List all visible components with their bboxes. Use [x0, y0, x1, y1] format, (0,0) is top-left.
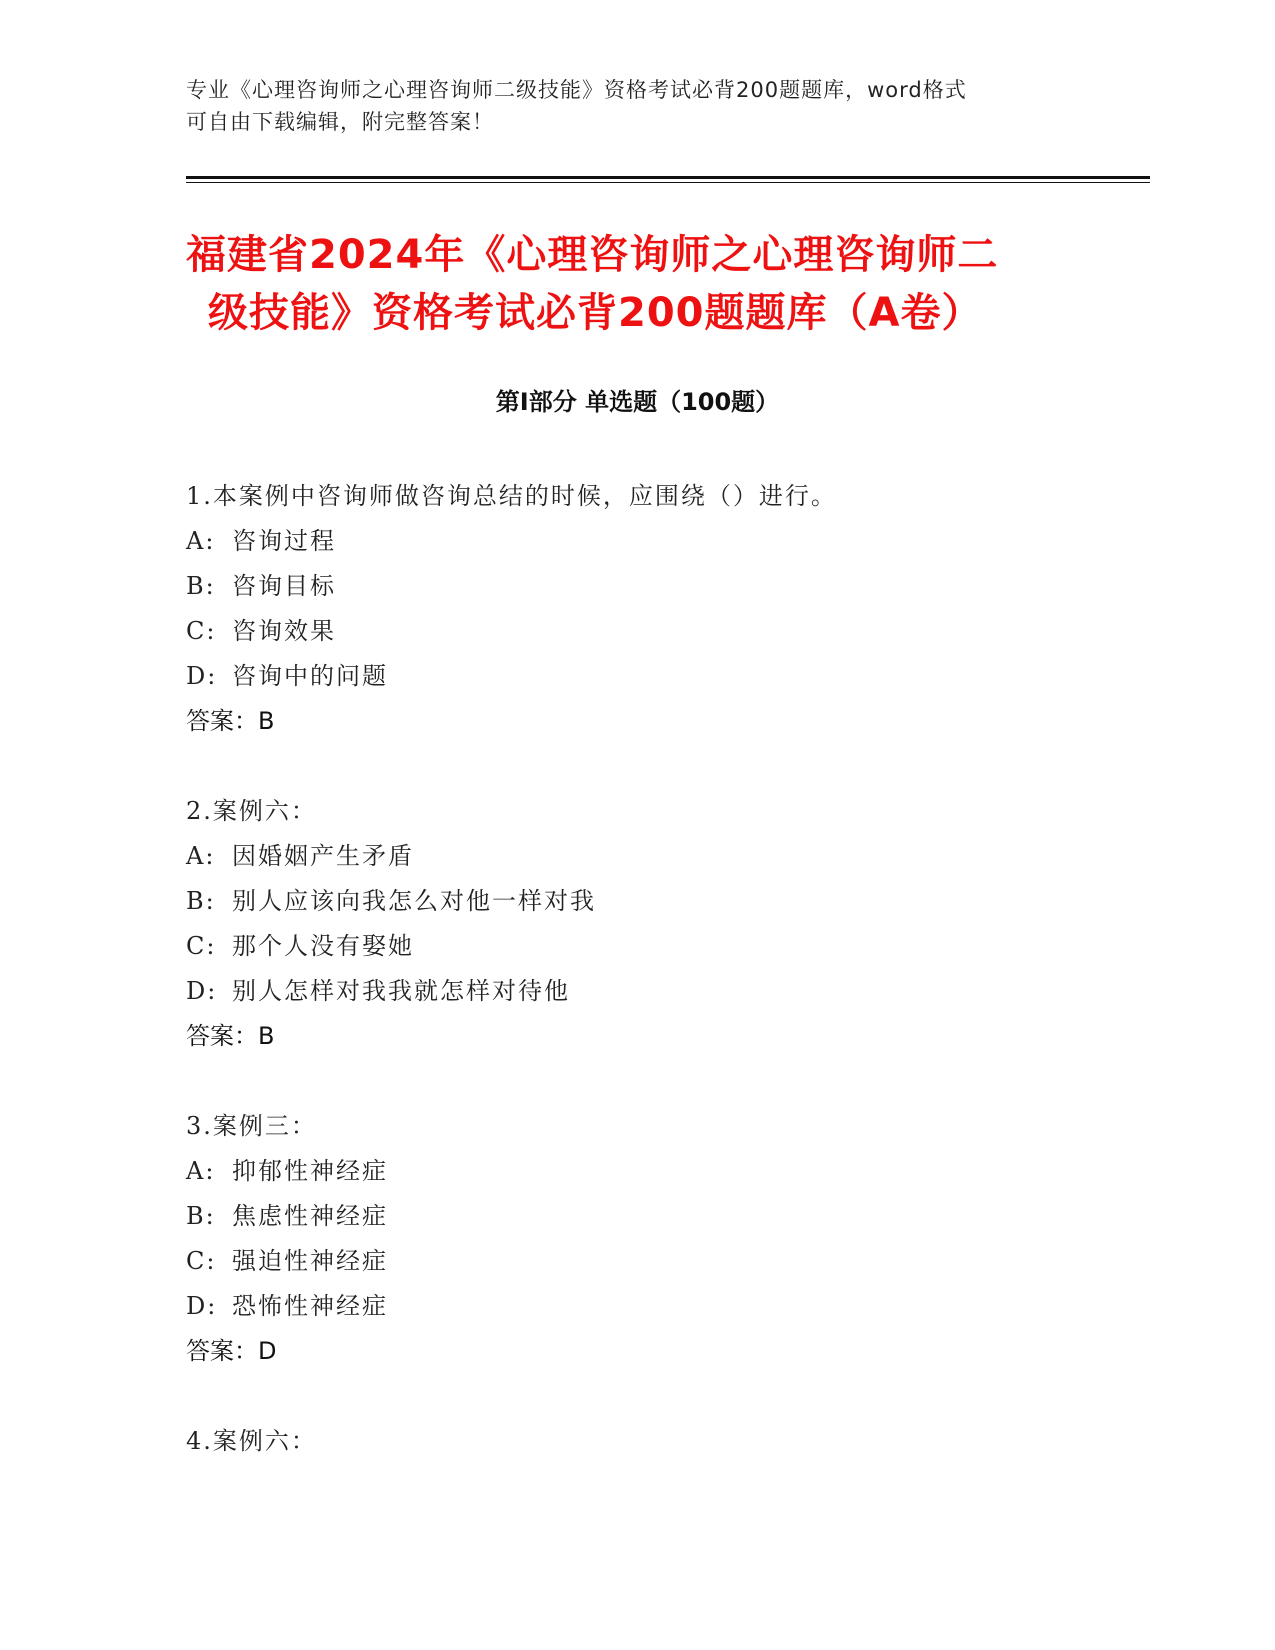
option-text: 咨询过程 [232, 527, 336, 555]
question-item [186, 1419, 1086, 1464]
option-b [186, 564, 1086, 609]
option-letter: C: [186, 617, 217, 645]
answer-line: 答案：D [186, 1337, 277, 1365]
option-letter: A: [186, 842, 216, 870]
option-text: 那个人没有娶她 [232, 932, 414, 960]
option-c [186, 924, 1086, 969]
answer-line: 答案：B [186, 707, 275, 735]
option-letter: B: [186, 572, 216, 600]
option-text: 咨询目标 [232, 572, 336, 600]
question-item [186, 789, 1086, 1059]
question-stem: 3.案例三： [186, 1112, 317, 1140]
option-text: 焦虑性神经症 [232, 1202, 388, 1230]
option-a [186, 1149, 1086, 1194]
option-c [186, 609, 1086, 654]
option-text: 咨询效果 [232, 617, 336, 645]
document-title-line-1: 福建省2024年《心理咨询师之心理咨询师二 [186, 232, 999, 278]
option-letter: C: [186, 932, 217, 960]
option-text: 强迫性神经症 [232, 1247, 388, 1275]
option-b [186, 879, 1086, 924]
question-list [186, 474, 1086, 1509]
section-heading: 第Ⅰ部分 单选题（100题） [495, 388, 780, 416]
header-note [186, 74, 1066, 138]
document-title [186, 226, 1086, 342]
answer-line: 答案：B [186, 1022, 275, 1050]
option-text: 咨询中的问题 [232, 662, 388, 690]
option-letter: D: [186, 662, 218, 690]
option-letter: B: [186, 887, 216, 915]
question-stem: 2.案例六： [186, 797, 317, 825]
question-item [186, 1104, 1086, 1374]
document-title-line-2: 级技能》资格考试必背200题题库（A卷） [208, 290, 983, 336]
question-item [186, 474, 1086, 744]
option-text: 抑郁性神经症 [232, 1157, 388, 1185]
option-d [186, 1284, 1086, 1329]
header-divider-thick [186, 176, 1150, 179]
option-d [186, 654, 1086, 699]
header-note-line-1: 专业《心理咨询师之心理咨询师二级技能》资格考试必背200题题库，word格式 [186, 78, 967, 102]
option-d [186, 969, 1086, 1014]
option-c [186, 1239, 1086, 1284]
option-letter: C: [186, 1247, 217, 1275]
option-text: 恐怖性神经症 [232, 1292, 388, 1320]
question-stem: 4.案例六： [186, 1427, 317, 1455]
option-letter: A: [186, 1157, 216, 1185]
option-b [186, 1194, 1086, 1239]
option-letter: D: [186, 977, 218, 1005]
question-stem: 1.本案例中咨询师做咨询总结的时候，应围绕（）进行。 [186, 482, 837, 510]
option-letter: D: [186, 1292, 218, 1320]
header-note-line-2: 可自由下载编辑，附完整答案！ [186, 110, 494, 134]
option-letter: A: [186, 527, 216, 555]
option-text: 因婚姻产生矛盾 [232, 842, 414, 870]
option-text: 别人应该向我怎么对他一样对我 [232, 887, 596, 915]
header-divider-thin [186, 182, 1150, 183]
option-text: 别人怎样对我我就怎样对待他 [232, 977, 570, 1005]
option-letter: B: [186, 1202, 216, 1230]
option-a [186, 834, 1086, 879]
option-a [186, 519, 1086, 564]
